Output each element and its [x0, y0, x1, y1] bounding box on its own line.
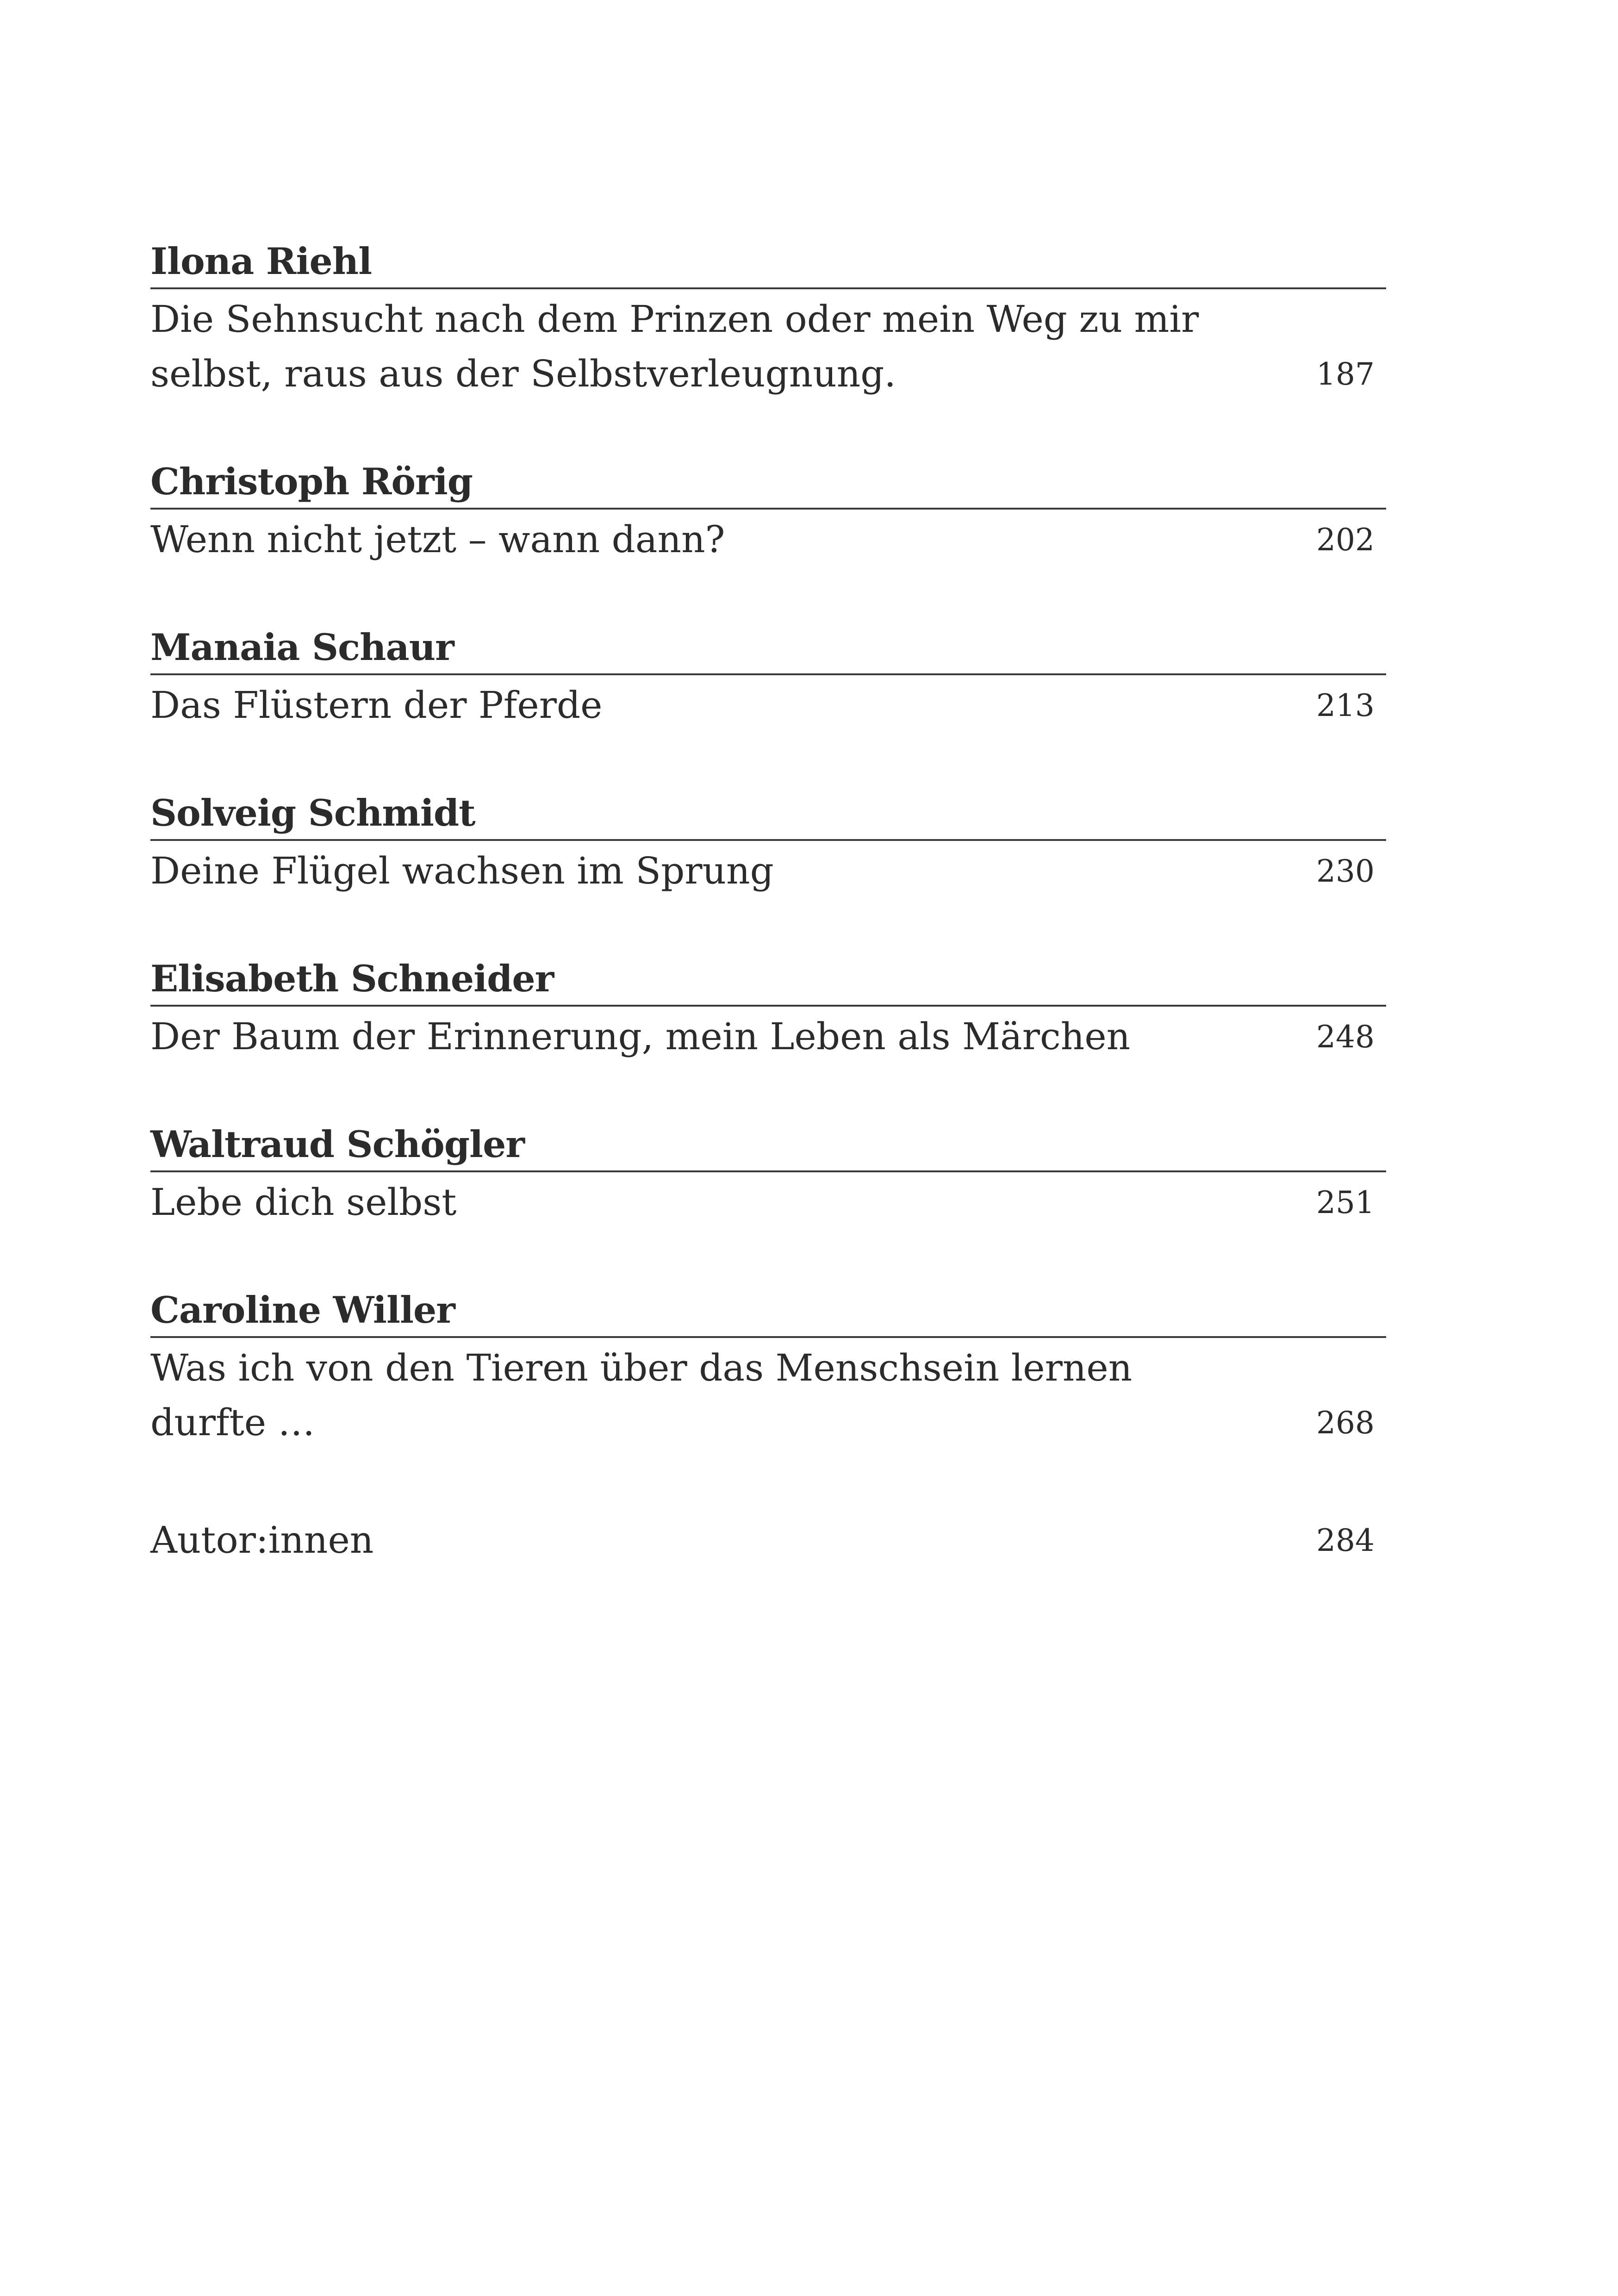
entry-author: Caroline Willer — [150, 1287, 1386, 1338]
entry-title: Lebe dich selbst — [150, 1181, 457, 1224]
table-of-contents — [150, 238, 1386, 1568]
entry-page-number: 248 — [1316, 1019, 1375, 1055]
toc-entry — [150, 956, 1386, 1064]
entry-title: Deine Flügel wachsen im Sprung — [150, 849, 774, 892]
toc-entry — [150, 624, 1386, 733]
entry-author: Elisabeth Schneider — [150, 956, 1386, 1007]
entry-title: Was ich von den Tieren über das Menschsein lernen durfte … — [150, 1346, 1133, 1444]
entry-title-row — [150, 841, 1386, 898]
entry-author: Solveig Schmidt — [150, 790, 1386, 841]
entry-page-number: 187 — [1316, 356, 1375, 392]
entry-page-number: 268 — [1316, 1405, 1375, 1441]
entry-author: Christoph Rörig — [150, 459, 1386, 510]
entry-author: Ilona Riehl — [150, 238, 1386, 289]
entry-page-number: 202 — [1316, 522, 1375, 558]
entry-title-row — [150, 289, 1386, 401]
entry-title: Die Sehnsucht nach dem Prinzen oder mein Weg zu mir selbst, raus aus der Selbstverleugnung. — [150, 298, 1199, 395]
entry-title: Wenn nicht jetzt – wann dann? — [150, 518, 725, 561]
entry-page-number: 251 — [1316, 1185, 1375, 1220]
entry-author: Manaia Schaur — [150, 624, 1386, 675]
entry-title-row — [150, 675, 1386, 733]
entry-page-number: 230 — [1316, 853, 1375, 889]
entry-title: Der Baum der Erinnerung, mein Leben als Märchen — [150, 1015, 1131, 1058]
entry-page-number: 213 — [1316, 688, 1375, 723]
final-entry-page-number: 284 — [1316, 1523, 1375, 1558]
toc-entry — [150, 238, 1386, 401]
toc-entry — [150, 1287, 1386, 1450]
toc-entry — [150, 459, 1386, 567]
final-entry-title: Autor:innen — [150, 1518, 374, 1562]
entry-title-row — [150, 510, 1386, 567]
entry-title: Das Flüstern der Pferde — [150, 684, 603, 727]
toc-entry — [150, 1121, 1386, 1230]
entry-author: Waltraud Schögler — [150, 1121, 1386, 1172]
entry-title-row — [150, 1172, 1386, 1230]
toc-final-entry — [150, 1513, 1386, 1568]
toc-entry — [150, 790, 1386, 898]
entry-title-row — [150, 1338, 1386, 1450]
entry-title-row — [150, 1007, 1386, 1064]
